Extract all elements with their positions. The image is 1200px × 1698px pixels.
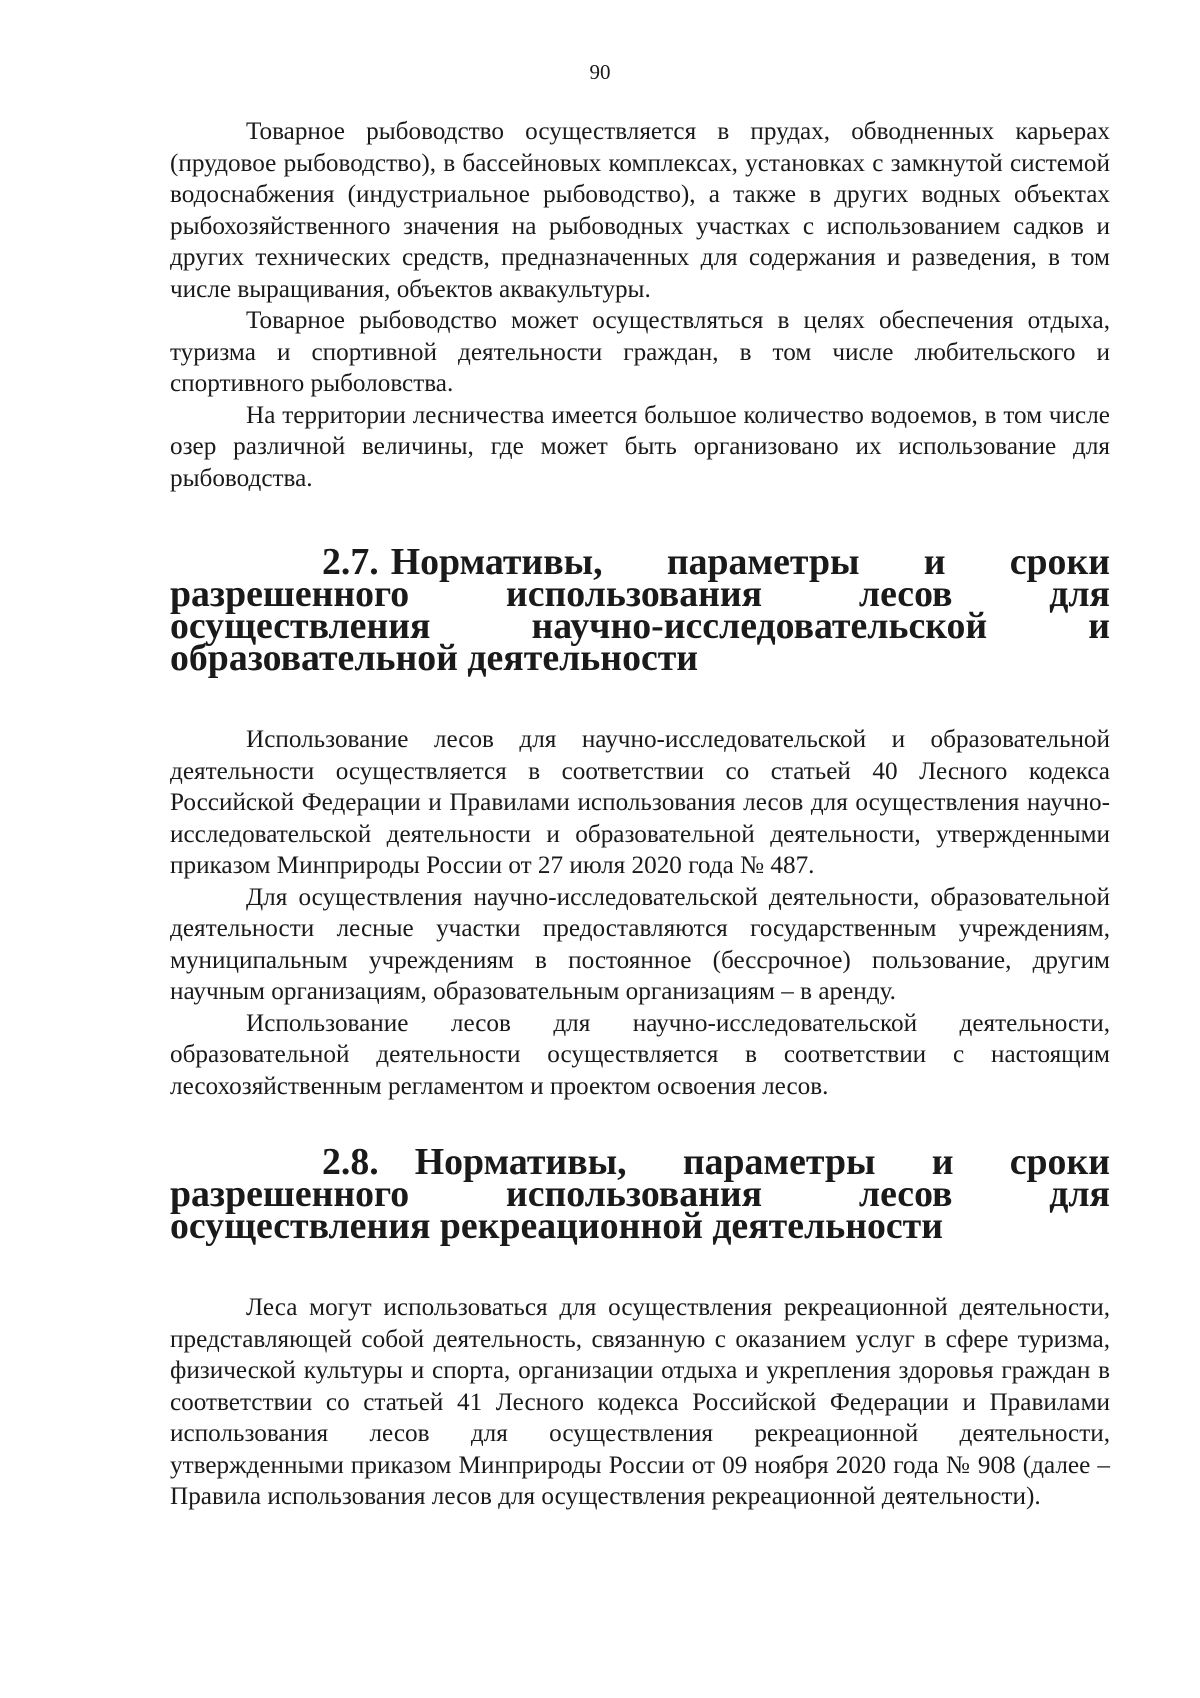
section-heading-2-7	[170, 541, 1110, 679]
spacer	[170, 674, 1110, 724]
paragraph: На территории лесничества имеется большое количество водоемов, в том числе озер различной величины, где может быть организовано их использование для рыбоводства.	[170, 401, 1110, 492]
section-title: Нормативы, параметры и сроки разрешенного использования лесов для осуществления научно-исследовательской и образовательной деятельности	[170, 541, 1110, 679]
paragraph: Использование лесов для научно-исследовательской и образовательной деятельности осуществляется в соответствии со статьей 40 Лесного кодекса Российской Федерации и Правилами использования лесов для осуществления научно-исследовательской деятельности и образовательной деятельности, утвержденными приказом Минприроды России от 27 июля 2020 года № 487.	[170, 726, 1110, 879]
paragraph: Товарное рыбоводство осуществляется в прудах, обводненных карьерах (прудовое рыбоводство), в бассейновых комплексах, установках с замкнутой системой водоснабжения (индустриальное рыбоводство), а также в других водных объектах рыбохозяйственного значения на рыбоводных участках с использованием садков и других технических средств, предназначенных для содержания и разведения, в том числе выращивания, объектов аквакультуры.	[170, 118, 1110, 303]
paragraph: Леса могут использоваться для осуществления рекреационной деятельности, представляющей собой деятельность, связанную с оказанием услуг в сфере туризма, физической культуры и спорта, организации отдыха и укрепления здоровья граждан в соответствии со статьей 41 Лесного кодекса Российской Федерации и Правилами использования лесов для осуществления рекреационной деятельности, утвержденными приказом Минприроды России от 09 ноября 2020 года № 908 (далее – Правила использования лесов для осуществления рекреационной деятельности).	[170, 1294, 1110, 1510]
paragraph: Для осуществления научно-исследовательской деятельности, образовательной деятельности лесные участки предоставляются государственным учреждениям, муниципальным учреждениям в постоянное (бессрочное) пользование, другим научным организациям, образовательным организациям – в аренду.	[170, 883, 1110, 1005]
spacer	[170, 494, 1110, 546]
section-number: 2.7.	[322, 541, 379, 583]
page-number: 90	[589, 60, 611, 84]
spacer	[170, 1102, 1110, 1146]
spacer	[170, 1242, 1110, 1292]
section-number: 2.8.	[322, 1141, 379, 1183]
section-heading-2-8	[170, 1141, 1110, 1247]
paragraph: Товарное рыбоводство может осуществляться в целях обеспечения отдыха, туризма и спортивной деятельности граждан, в том числе любительского и спортивного рыболовства.	[170, 307, 1110, 397]
page-content	[170, 116, 1110, 1513]
section-title: Нормативы, параметры и сроки разрешенного использования лесов для осуществления рекреационной деятельности	[170, 1141, 1110, 1247]
paragraph: Использование лесов для научно-исследовательской деятельности, образовательной деятельности осуществляется в соответствии с настоящим лесохозяйственным регламентом и проектом освоения лесов.	[170, 1009, 1110, 1100]
